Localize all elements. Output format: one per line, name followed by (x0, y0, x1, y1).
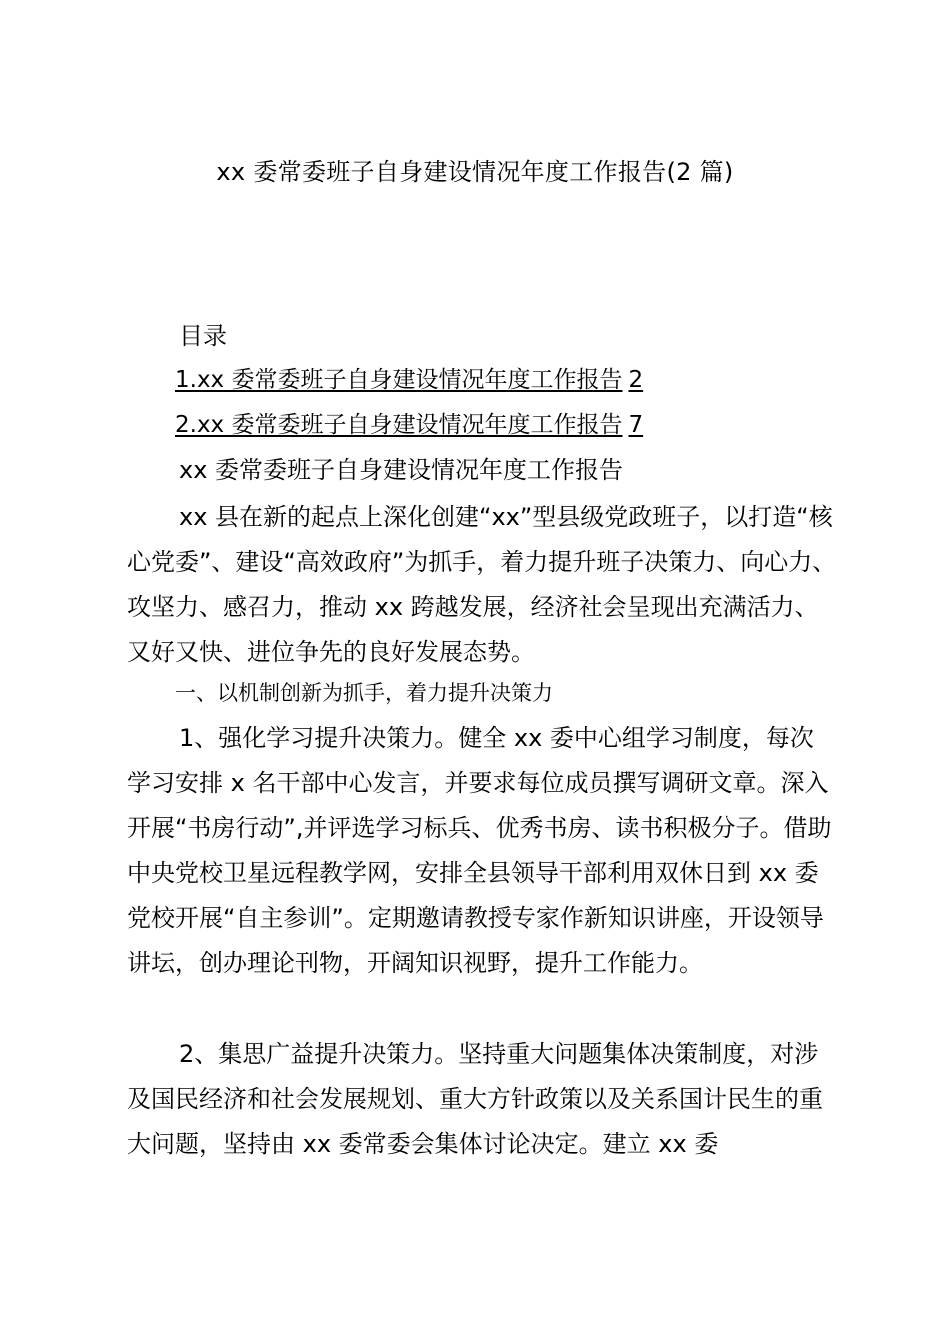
toc-heading: 目录 (179, 322, 227, 350)
toc-entry-2[interactable] (175, 409, 643, 441)
paragraph-item-2: 2、集思广益提升决策力。坚持重大问题集体决策制度，对涉及国民经济和社会发展规划、重大方针政策以及关系国计民生的重大问题，坚持由 xx 委常委会集体讨论决定。建立 xx 委 (127, 1040, 823, 1158)
paragraph-item-1: 1、强化学习提升决策力。健全 xx 委中心组学习制度，每次学习安排 x 名干部中心发言，并要求每位成员撰写调研文章。深入开展“书房行动”,并评选学习标兵、优秀书房、读书积极分子。借助中央党校卫星远程教学网，安排全县领导干部利用双休日到 xx 委党校开展“自主参训”。定期邀请教授专家作新知识讲座，开设领导讲坛，创办理论刊物，开阔知识视野，提升工作能力。 (127, 724, 832, 977)
toc-entry-page-number: 7 (628, 412, 644, 438)
toc-entry-label: 2.xx 委常委班子自身建设情况年度工作报告 (175, 412, 623, 438)
section-heading: 一、以机制创新为抓手，着力提升决策力 (175, 681, 553, 705)
toc-entry-1[interactable] (175, 364, 643, 396)
report-title: xx 委常委班子自身建设情况年度工作报告 (179, 456, 624, 484)
toc-entry-page-number: 2 (628, 367, 644, 393)
toc-entry-label: 1.xx 委常委班子自身建设情况年度工作报告 (175, 367, 623, 393)
intro-paragraph: xx 县在新的起点上深化创建“xx”型县级党政班子，以打造“核心党委”、建设“高效政府”为抓手，着力提升班子决策力、向心力、攻坚力、感召力，推动 xx 跨越发展，经济社会呈现出充满活力、又好又快、进位争先的良好发展态势。 (127, 503, 837, 666)
document-title: xx 委常委班子自身建设情况年度工作报告(2 篇) (216, 158, 734, 186)
